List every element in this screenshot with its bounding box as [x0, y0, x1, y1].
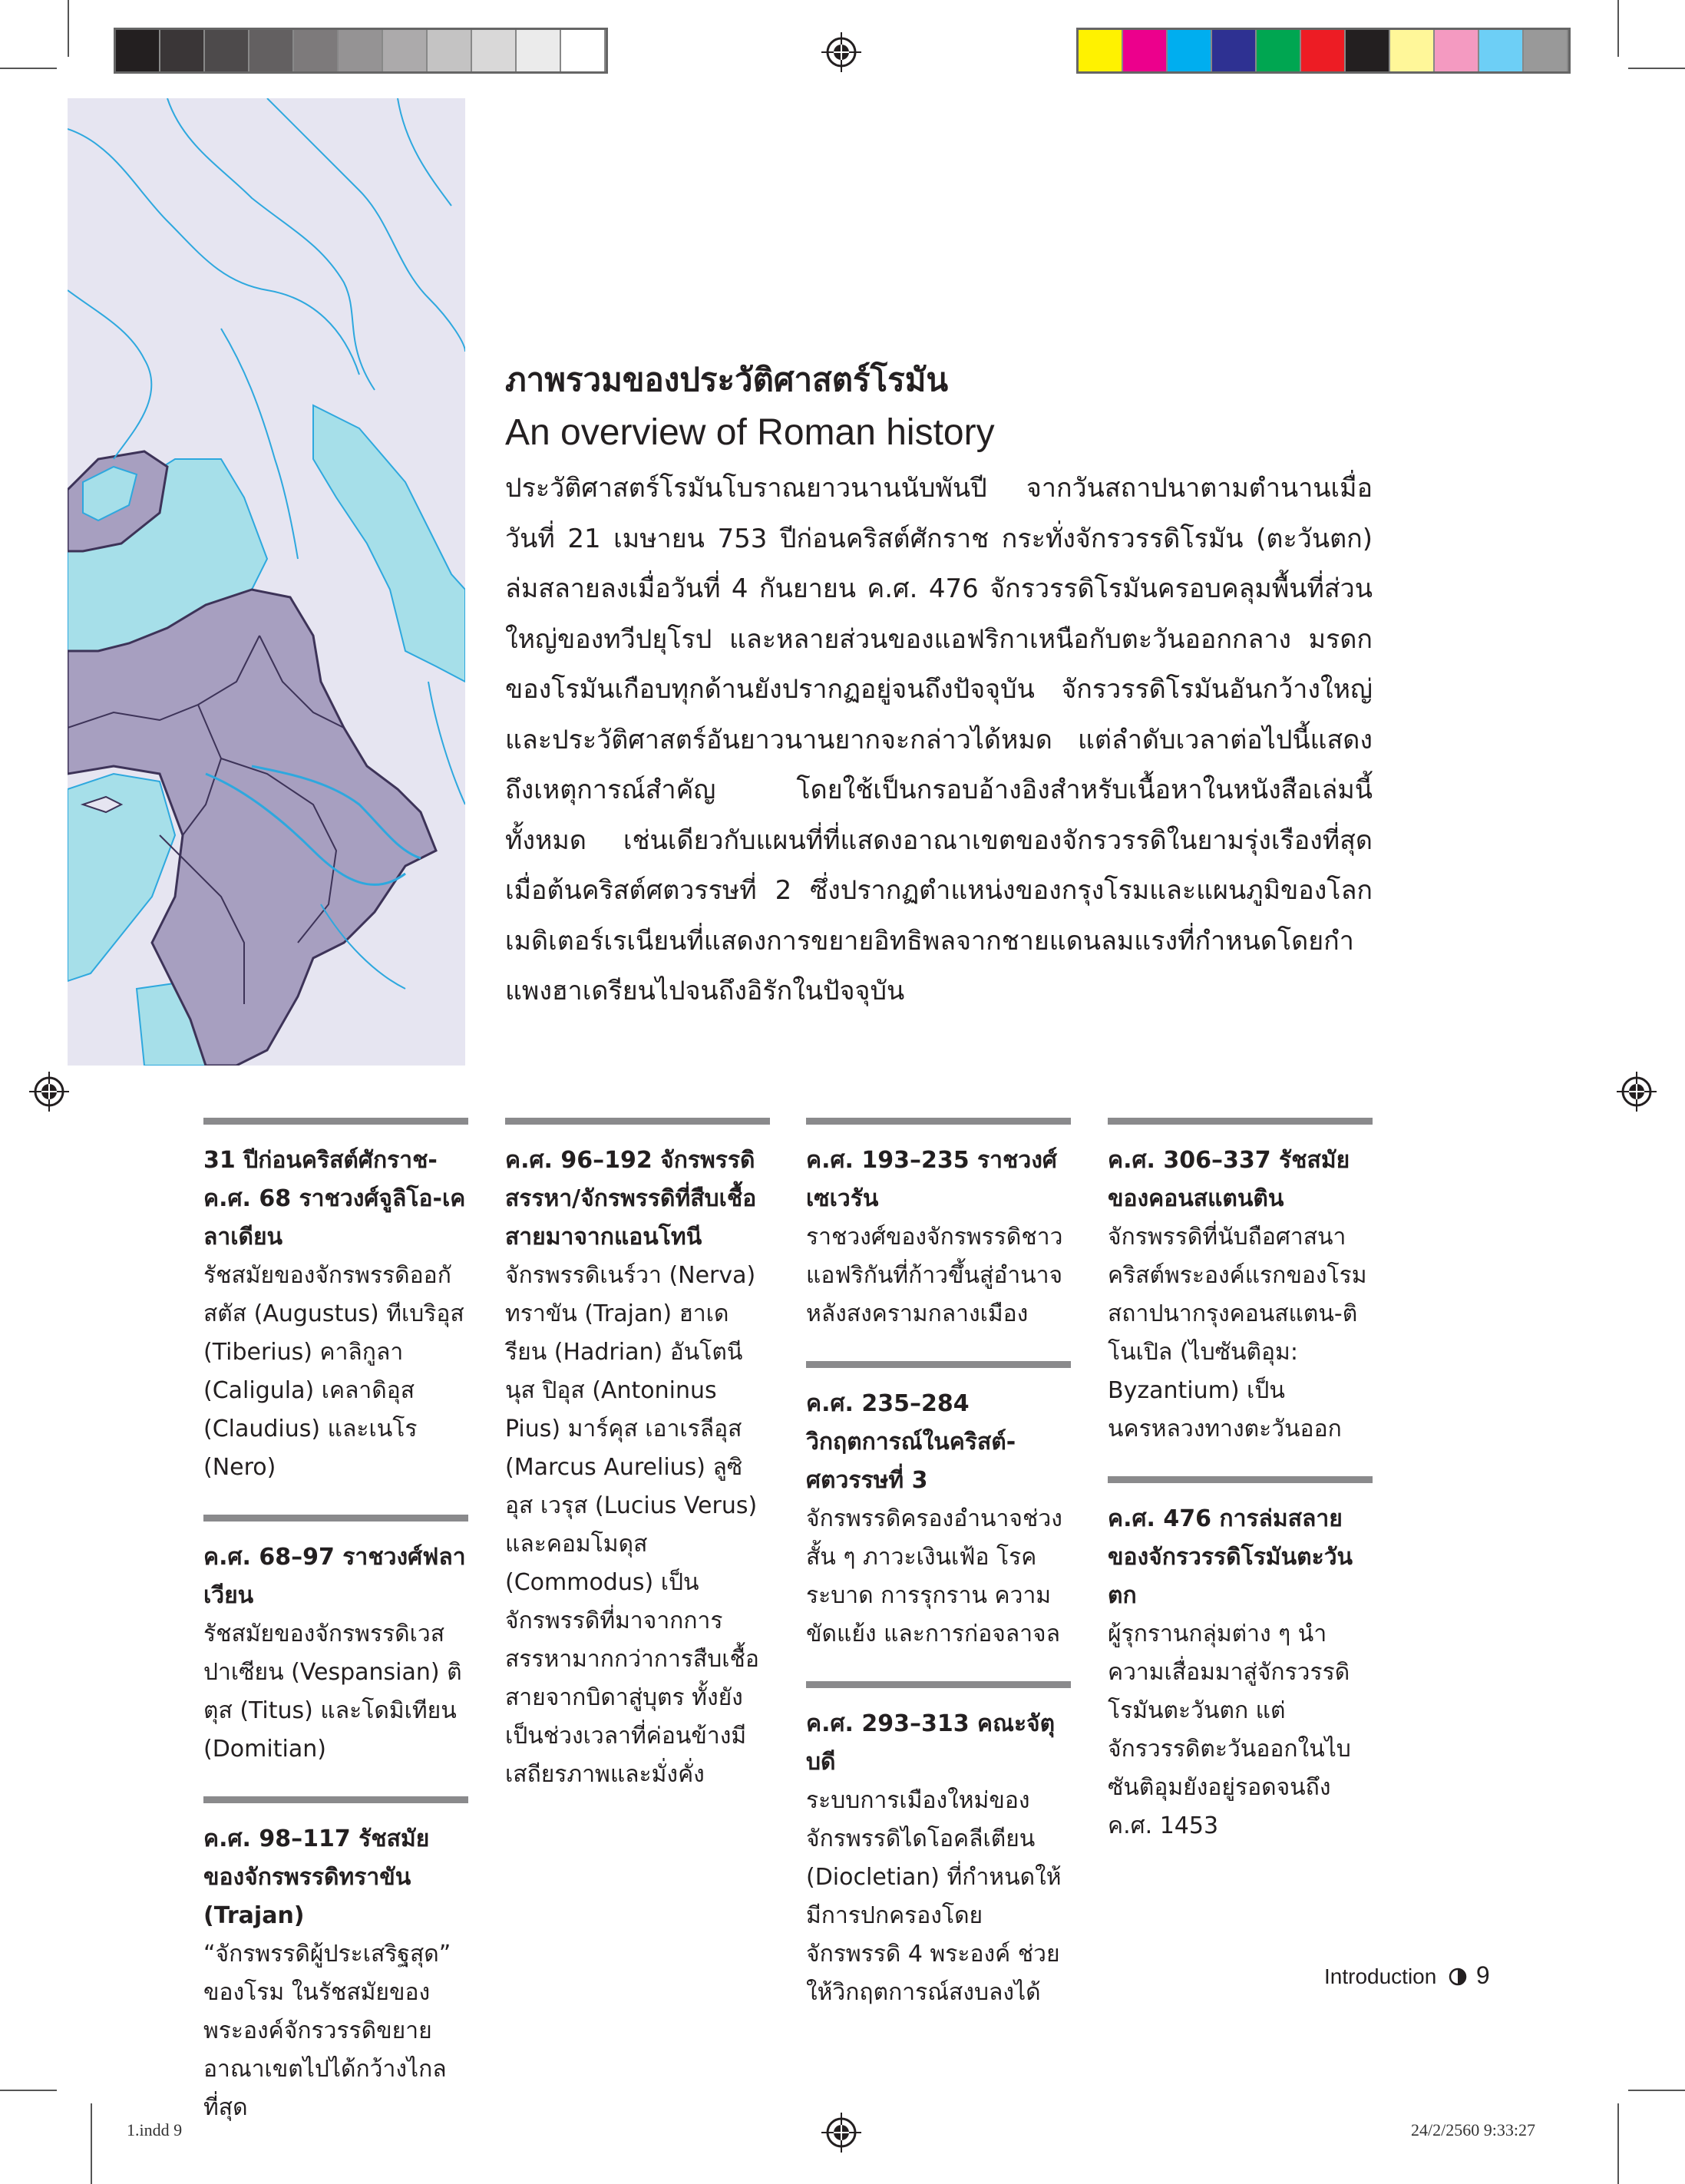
color-swatch [1168, 30, 1212, 71]
color-swatch [1524, 30, 1568, 71]
section-label: Introduction [1324, 1964, 1437, 1988]
timeline-entry [203, 1796, 468, 2127]
page-footer [1324, 1961, 1490, 1990]
timeline-entry-text: จักรพรรดิที่นับถือศาสนาคริสต์พระองค์แรกของโรม สถาปนากรุงคอนสแตน-ติโนเปิล (ไบซันติอุม: Byzantium) เป็นนครหลวงทางตะวันออก [1108, 1224, 1367, 1442]
color-swatch [1479, 30, 1524, 71]
half-circle-icon [1449, 1968, 1467, 1986]
gray-swatch [249, 30, 294, 71]
crop-mark [0, 2090, 57, 2091]
gray-swatch [383, 30, 428, 71]
color-bar [1076, 28, 1571, 74]
slug-file: 1.indd 9 [127, 2120, 183, 2139]
registration-mark-icon [1617, 1072, 1657, 1112]
slug-timestamp: 24/2/2560 9:33:27 [1411, 2120, 1535, 2139]
color-swatch [1257, 30, 1301, 71]
timeline-entry [1108, 1476, 1373, 1845]
registration-mark-icon [821, 32, 861, 72]
color-swatch [1123, 30, 1168, 71]
gray-swatch [561, 30, 606, 71]
timeline-entry-text: รัชสมัยของจักรพรรดิเวสปาเซียน (Vespansian) ติตุส (Titus) และโดมิเทียน (Domitian) [203, 1621, 462, 1763]
grayscale-bar [114, 28, 608, 74]
color-swatch [1435, 30, 1479, 71]
gray-swatch [294, 30, 339, 71]
timeline-entry-text: จักรพรรดิเนร์วา (Nerva) ทราขัน (Trajan) ฮาเดรียน (Hadrian) อันโตนีนุส ปิอุส (Antoninus Pius) มาร์คุส เอาเรลีอุส (Marcus Aurelius) ลูซิอุส เวรุส (Lucius Verus) และคอมโมดุส (Commodus) เป็นจักรพรรดิที่มาจากการสรรหามากกว่าการสืบเชื้อสายจากบิดาสู่บุตร ทั้งยังเป็นช่วงเวลาที่ค่อนข้างมีเสถียรภาพและมั่งคั่ง [505, 1262, 759, 1788]
gray-swatch [116, 30, 160, 71]
roman-empire-map [68, 98, 465, 1066]
crop-mark [1617, 0, 1619, 57]
crop-mark [1628, 68, 1685, 69]
timeline-entry-heading: ค.ศ. 96–192 จักรพรรดิสรรหา/จักรพรรดิที่สืบเชื้อสายมาจากแอนโทนี [505, 1147, 757, 1251]
timeline-entry [203, 1118, 468, 1487]
timeline-entry-heading: ค.ศ. 293–313 คณะจัตุบดี [806, 1710, 1056, 1776]
registration-mark-icon [29, 1072, 69, 1112]
page-number: 9 [1475, 1961, 1490, 1989]
timeline-column-1 [203, 1118, 468, 2155]
crop-mark [91, 2103, 92, 2184]
timeline-entry-heading: 31 ปีก่อนคริสต์ศักราช-ค.ศ. 68 ราชวงศ์จูลิโอ-เคลาเดียน [203, 1147, 466, 1251]
gray-swatch [339, 30, 383, 71]
timeline-entry [505, 1118, 770, 1794]
timeline-entry-text: จักรพรรดิครองอำนาจช่วงสั้น ๆ ภาวะเงินเฟ้อ โรคระบาด การรุกราน ความขัดแย้ง และการก่อจลาจล [806, 1505, 1062, 1647]
timeline-entry-text: ราชวงศ์ของจักรพรรดิชาวแอฟริกันที่ก้าวขึ้นสู่อำนาจหลังสงครามกลางเมือง [806, 1224, 1063, 1327]
gray-swatch [205, 30, 249, 71]
color-swatch [1301, 30, 1346, 71]
color-swatch [1212, 30, 1257, 71]
timeline-entry [203, 1515, 468, 1769]
intro-paragraph: ประวัติศาสตร์โรมันโบราณยาวนานนับพันปี จากวันสถาปนาตามตำนานเมื่อวันที่ 21 เมษายน 753 ปีก่อนคริสต์ศักราช กระทั่งจักรวรรดิโรมัน (ตะวันตก) ล่มสลายลงเมื่อวันที่ 4 กันยายน ค.ศ. 476 จักรวรรดิโรมันครอบคลุมพื้นที่ส่วนใหญ่ของทวีปยุโรป และหลายส่วนของแอฟริกาเหนือกับตะวันออกกลาง มรดกของโรมันเกือบทุกด้านยังปรากฏอยู่จนถึงปัจจุบัน จักรวรรดิโรมันอันกว้างใหญ่และประวัติศาสตร์อันยาวนานยากจะกล่าวได้หมด แต่ลำดับเวลาต่อไปนี้แสดงถึงเหตุการณ์สำคัญ โดยใช้เป็นกรอบอ้างอิงสำหรับเนื้อหาในหนังสือเล่มนี้ทั้งหมด เช่นเดียวกับแผนที่ที่แสดงอาณาเขตของจักรวรรดิในยามรุ่งเรืองที่สุดเมื่อต้นคริสต์ศตวรรษที่ 2 ซึ่งปรากฏตำแหน่งของกรุงโรมและแผนภูมิของโลกเมดิเตอร์เรเนียนที่แสดงการขยายอิทธิพลจากชายแดนลมแรงที่กำหนดโดยกำแพงฮาเดรียนไปจนถึงอิรักในปัจจุบัน [505, 473, 1373, 1006]
timeline-entry-heading: ค.ศ. 98–117 รัชสมัยของจักรพรรดิทราขัน (Trajan) [203, 1826, 430, 1929]
timeline-column-4 [1108, 1118, 1373, 1873]
timeline-entry [1108, 1118, 1373, 1449]
crop-mark [0, 68, 57, 69]
crop-mark [1617, 2103, 1619, 2184]
gray-swatch [517, 30, 561, 71]
timeline-entry [806, 1361, 1071, 1654]
timeline-entry-heading: ค.ศ. 68–97 ราชวงศ์ฟลาเวียน [203, 1544, 466, 1609]
timeline-entry-text: ระบบการเมืองใหม่ของจักรพรรดิไดโอคลีเตียน (Diocletian) ที่กำหนดให้มีการปกครองโดยจักรพรรดิ 4 พระองค์ ช่วยให้วิกฤตการณ์สงบลงได้ [806, 1787, 1062, 2006]
timeline-entry-text: “จักรพรรดิผู้ประเสริฐสุด” ของโรม ในรัชสมัยของพระองค์จักรวรรดิขยายอาณาเขตไปได้กว้างไกลที่สุด [203, 1941, 451, 2121]
timeline-entry-heading: ค.ศ. 476 การล่มสลายของจักรวรรดิโรมันตะวันตก [1108, 1505, 1353, 1609]
timeline-entry-heading: ค.ศ. 193–235 ราชวงศ์เซเวรัน [806, 1147, 1057, 1212]
gray-swatch [472, 30, 517, 71]
timeline-entry-text: รัชสมัยของจักรพรรดิออกัสตัส (Augustus) ทีเบริอุส (Tiberius) คาลิกูลา (Caligula) เคลาดิอุส (Claudius) และเนโร (Nero) [203, 1262, 464, 1481]
color-swatch [1390, 30, 1435, 71]
registration-mark-icon [821, 2113, 861, 2153]
timeline-entry [806, 1118, 1071, 1333]
timeline-column-3 [806, 1118, 1071, 2040]
timeline-entry-text: ผู้รุกรานกลุ่มต่าง ๆ นำความเสื่อมมาสู่จักรวรรดิโรมันตะวันตก แต่จักรวรรดิตะวันออกในไบซันติอุมยังอยู่รอดจนถึง ค.ศ. 1453 [1108, 1621, 1351, 1839]
timeline-entry [806, 1681, 1071, 2012]
color-swatch [1079, 30, 1123, 71]
title-english: An overview of Roman history [505, 412, 995, 453]
gray-swatch [428, 30, 472, 71]
gray-swatch [160, 30, 205, 71]
timeline-entry-heading: ค.ศ. 235–284 วิกฤตการณ์ในคริสต์-ศตวรรษที่ 3 [806, 1390, 1016, 1494]
crop-mark [1628, 2090, 1685, 2091]
timeline-column-2 [505, 1118, 770, 1822]
timeline-entry-heading: ค.ศ. 306–337 รัชสมัยของคอนสแตนติน [1108, 1147, 1350, 1212]
title-thai: ภาพรวมของประวัติศาสตร์โรมัน [505, 361, 949, 398]
crop-mark [68, 0, 69, 57]
color-swatch [1346, 30, 1390, 71]
